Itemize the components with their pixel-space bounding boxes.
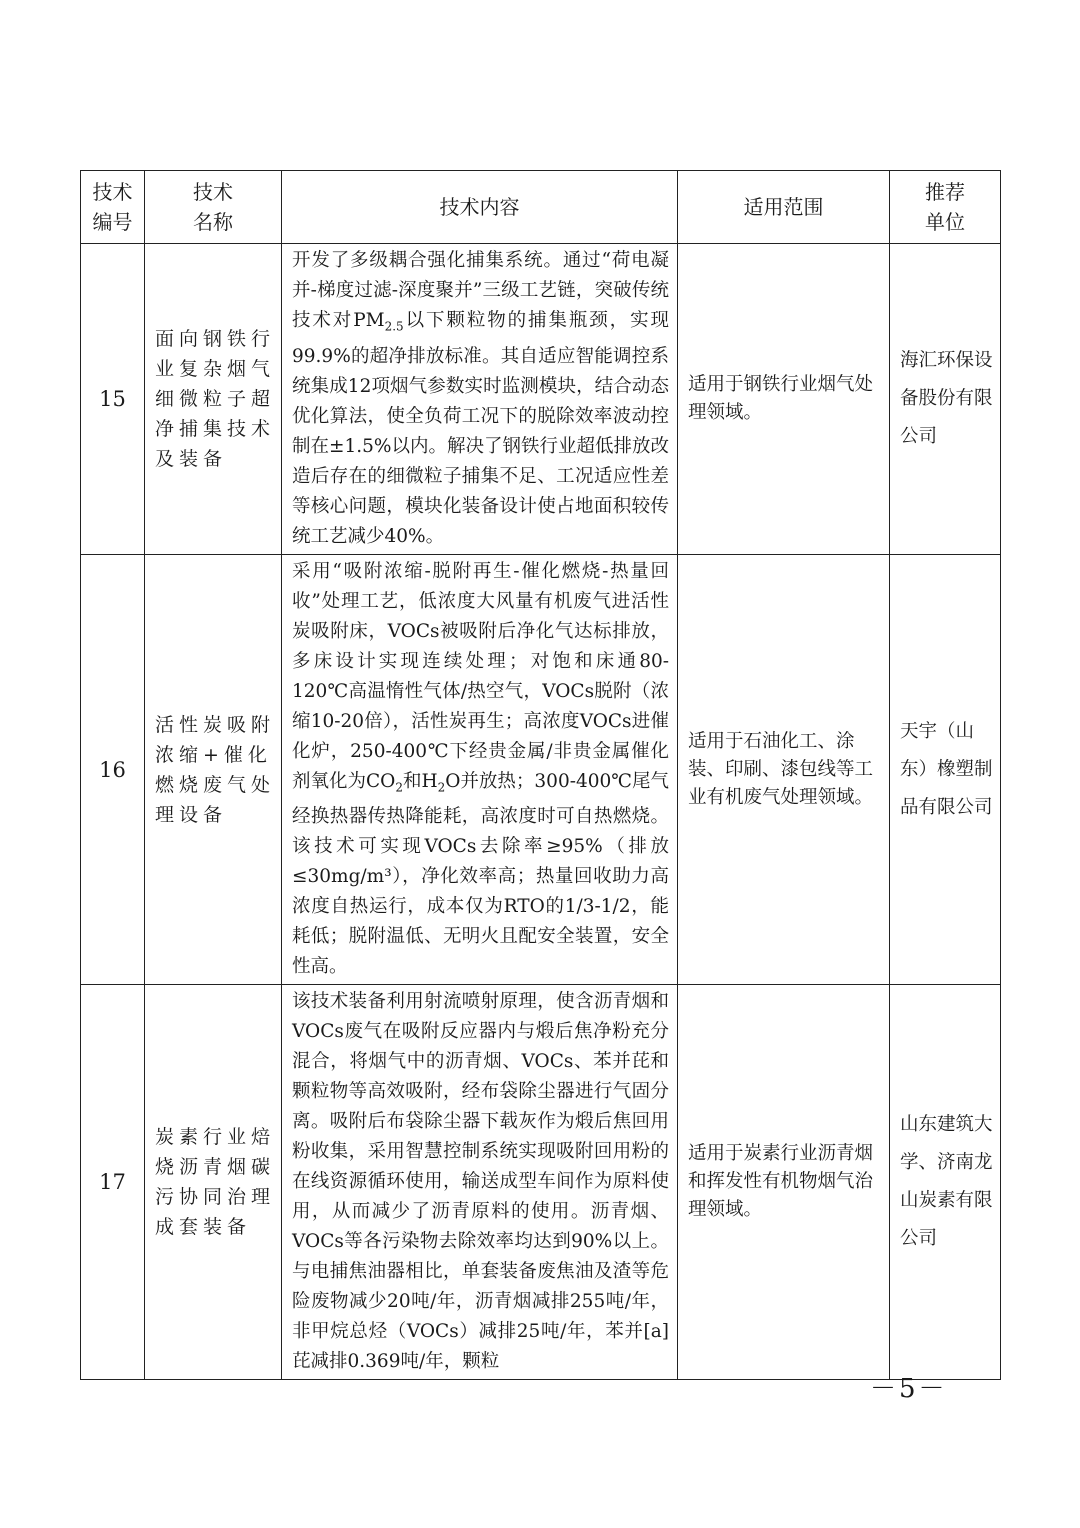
tech-content: 采用“吸附浓缩-脱附再生-催化燃烧-热量回收”处理工艺，低浓度大风量有机废气进活性炭吸附床，VOCs被吸附后净化气达标排放，多床设计实现连续处理；对饱和床通80-120℃高温惰性气体/热空气，VOCs脱附（浓缩10-20倍），活性炭再生；高浓度VOCs进催化炉，250-400℃下经贵金属/非贵金属催化剂氧化为$CO_2$和$H_2O$并放热；300-400℃尾气经换热器传热降能耗，高浓度时可自热燃烧。该技术可实现VOCs去除率≥95%（排放≤30mg/m³），净化效率高；热量回收助力高浓度自热运行，成本仅为RTO的1/3-1/2，能耗低；脱附温低、无明火且配安全装置，安全性高。 — [282, 554, 678, 985]
table-row — [81, 554, 1001, 985]
tech-scope: 适用于石油化工、涂装、印刷、漆包线等工业有机废气处理领域。 — [678, 554, 890, 985]
recommending-unit: 海汇环保设备股份有限公司 — [890, 244, 1001, 555]
technology-table — [80, 170, 1001, 1380]
tech-name: 面向钢铁行业复杂烟气细微粒子超净捕集技术及装备 — [145, 244, 282, 555]
tech-scope: 适用于钢铁行业烟气处理领域。 — [678, 244, 890, 555]
page-number: －5－ — [870, 1374, 948, 1404]
recommending-unit: 山东建筑大学、济南龙山炭素有限公司 — [890, 985, 1001, 1380]
table-row — [81, 985, 1001, 1380]
tech-number: 16 — [81, 554, 145, 985]
header-tech-content: 技术内容 — [282, 171, 678, 244]
tech-content: 该技术装备利用射流喷射原理，使含沥青烟和VOCs废气在吸附反应器内与煅后焦净粉充分混合，将烟气中的沥青烟、VOCs、苯并芘和颗粒物等高效吸附，经布袋除尘器进行气固分离。吸附后布袋除尘器下载灰作为煅后焦回用粉收集，采用智慧控制系统实现吸附回用粉的在线资源循环使用，输送成型车间作为原料使用，从而减少了沥青原料的使用。沥青烟、VOCs等各污染物去除效率均达到90%以上。与电捕焦油器相比，单套装备废焦油及渣等危险废物减少20吨/年，沥青烟减排255吨/年，非甲烷总烃（VOCs）减排25吨/年，苯并[a]芘减排0.369吨/年，颗粒 — [282, 985, 678, 1380]
table-header-row — [81, 171, 1001, 244]
tech-scope: 适用于炭素行业沥青烟和挥发性有机物烟气治理领域。 — [678, 985, 890, 1380]
tech-number: 15 — [81, 244, 145, 555]
tech-number: 17 — [81, 985, 145, 1380]
recommending-unit: 天宇（山东）橡塑制品有限公司 — [890, 554, 1001, 985]
header-recommending-unit: 推荐 单位 — [890, 171, 1001, 244]
tech-content: 开发了多级耦合强化捕集系统。通过“荷电凝并-梯度过滤-深度聚并”三级工艺链，突破传统技术对$PM_{2.5}$以下颗粒物的捕集瓶颈，实现99.9%的超净排放标准。其自适应智能调控系统集成12项烟气参数实时监测模块，结合动态优化算法，使全负荷工况下的脱除效率波动控制在±1.5%以内。解决了钢铁行业超低排放改造后存在的细微粒子捕集不足、工况适应性差等核心问题，模块化装备设计使占地面积较传统工艺减少40%。 — [282, 244, 678, 555]
tech-name: 活性炭吸附浓缩+催化燃烧废气处理设备 — [145, 554, 282, 985]
header-tech-name: 技术 名称 — [145, 171, 282, 244]
table-row — [81, 244, 1001, 555]
header-scope: 适用范围 — [678, 171, 890, 244]
header-tech-number: 技术 编号 — [81, 171, 145, 244]
tech-name: 炭素行业焙烧沥青烟碳污协同治理成套装备 — [145, 985, 282, 1380]
